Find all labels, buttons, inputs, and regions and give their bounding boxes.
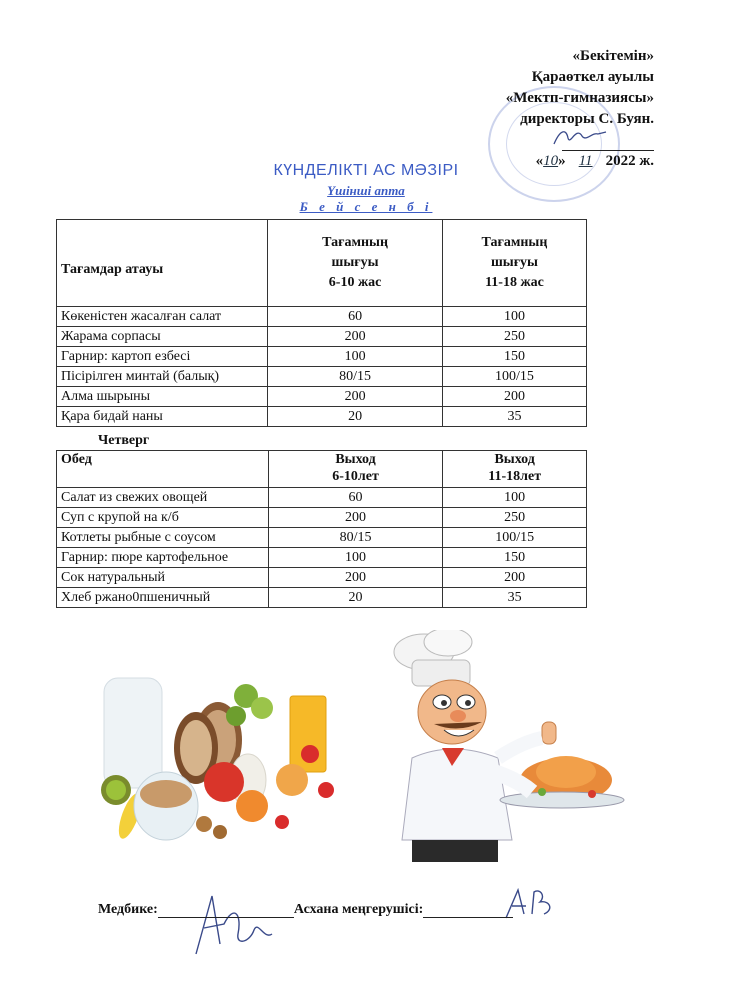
header-portion-6-10 [268, 220, 443, 307]
header-text: Выход [494, 452, 535, 467]
table-row [57, 327, 587, 347]
date-quote-open: « [535, 153, 544, 169]
dish-name: Қара бидай наны [57, 407, 268, 427]
table-row [57, 407, 587, 427]
portion-small: 200 [268, 327, 443, 347]
portion-large: 100 [443, 488, 587, 508]
canteen-head-label: Асхана меңгерушісі: [293, 902, 424, 917]
dish-name: Алма шырыны [57, 387, 268, 407]
day-label-ru: Четверг [98, 433, 150, 448]
portion-small: 100 [268, 347, 443, 367]
approval-line-1: «Бекітемін» [572, 48, 654, 64]
menu-table-ru [56, 450, 587, 608]
portion-small: 200 [268, 568, 443, 588]
portion-large: 250 [443, 508, 587, 528]
header-text: 11-18лет [488, 469, 542, 484]
header-text: 6-10 жас [328, 275, 382, 290]
table-row [57, 488, 587, 508]
portion-small: 100 [268, 548, 443, 568]
dish-name: Көкеністен жасалған салат [57, 307, 268, 327]
nurse-label: Медбике: [98, 902, 158, 917]
portion-small: 20 [268, 407, 443, 427]
nurse-signature [190, 884, 280, 964]
dish-name: Пісірілген минтай (балық) [57, 367, 268, 387]
dish-name: Котлеты рыбные с соусом [57, 528, 269, 548]
dish-name: Сок натуральный [57, 568, 269, 588]
menu-title: КҮНДЕЛІКТІ АС МӘЗІРІ [273, 162, 459, 179]
day-label: Б е й с е н б і [299, 199, 433, 214]
week-label: Үшінші апта [327, 183, 405, 198]
portion-small: 80/15 [268, 367, 443, 387]
nurse-signature-blank [158, 903, 294, 918]
table-row [57, 548, 587, 568]
date-day: 10 [543, 153, 559, 169]
menu-table-kz [56, 219, 587, 427]
portion-large: 35 [443, 588, 587, 608]
table-row [57, 347, 587, 367]
dish-name: Салат из свежих овощей [57, 488, 269, 508]
portion-small: 200 [268, 508, 443, 528]
date-year: 2022 ж. [605, 153, 654, 169]
header-portion-11-18 [442, 220, 586, 307]
canteen-head-signature-blank [423, 903, 513, 918]
portion-large: 250 [442, 327, 586, 347]
portion-large: 200 [442, 387, 586, 407]
chef-illustration [382, 630, 640, 864]
header-portion-6-10 [268, 451, 443, 488]
portion-large: 150 [442, 347, 586, 367]
portion-large: 100/15 [442, 367, 586, 387]
table-row [57, 508, 587, 528]
header-text: шығуы [490, 255, 538, 270]
table-row [57, 367, 587, 387]
director-signature [550, 122, 610, 152]
header-text: шығуы [331, 255, 379, 270]
portion-large: 100/15 [443, 528, 587, 548]
table-row [57, 387, 587, 407]
header-text: Тағамның [481, 235, 548, 250]
header-meal: Обед [57, 451, 269, 488]
table-row [57, 568, 587, 588]
portion-large: 100 [442, 307, 586, 327]
approval-block [506, 46, 654, 172]
approval-line-4: директоры С. Буян. [520, 111, 654, 127]
portion-large: 200 [443, 568, 587, 588]
portion-large: 150 [443, 548, 587, 568]
dish-name: Гарнир: пюре картофельное [57, 548, 269, 568]
approval-line-3: «Мектп-гимназиясы» [505, 90, 654, 106]
signature-line [98, 902, 513, 918]
table-row [57, 307, 587, 327]
date-month: 11 [578, 153, 593, 169]
table-header-row [57, 451, 587, 488]
date-quote-close: » [558, 153, 566, 169]
dish-name: Гарнир: картоп езбесі [57, 347, 268, 367]
dish-name: Жарама сорпасы [57, 327, 268, 347]
approval-line-2: Қараөткел ауылы [531, 69, 654, 85]
header-text: Выход [335, 452, 376, 467]
dish-name: Хлеб ржано0пшеничный [57, 588, 269, 608]
table-header-row [57, 220, 587, 307]
header-text: 11-18 жас [485, 275, 544, 290]
header-text: 6-10лет [332, 469, 379, 484]
portion-small: 200 [268, 387, 443, 407]
header-dish-name: Тағамдар атауы [57, 220, 268, 307]
dish-name: Суп с крупой на к/б [57, 508, 269, 528]
portion-small: 60 [268, 488, 443, 508]
portion-large: 35 [442, 407, 586, 427]
portion-small: 80/15 [268, 528, 443, 548]
healthy-food-illustration [96, 630, 342, 864]
portion-small: 20 [268, 588, 443, 608]
table-row [57, 588, 587, 608]
table-row [57, 528, 587, 548]
header-portion-11-18 [443, 451, 587, 488]
portion-small: 60 [268, 307, 443, 327]
header-text: Тағамның [322, 235, 389, 250]
